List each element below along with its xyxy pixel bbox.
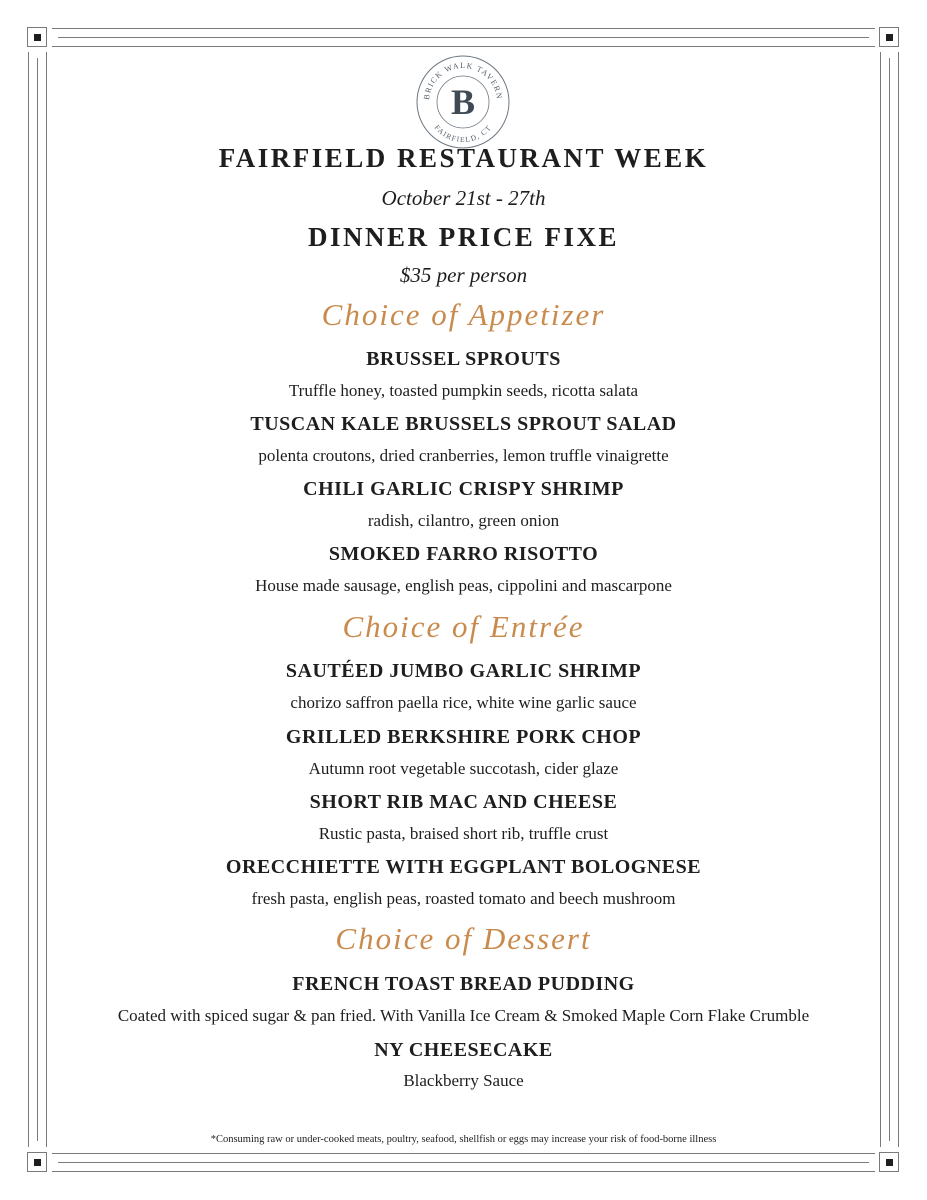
menu-item-name: CHILI GARLIC CRISPY SHRIMP bbox=[303, 478, 624, 500]
frame-rule-top-outer bbox=[52, 28, 875, 29]
frame-corner-bottom-right bbox=[879, 1152, 899, 1172]
menu-item-description: chorizo saffron paella rice, white wine garlic sauce bbox=[290, 693, 637, 712]
food-safety-disclaimer: *Consuming raw or under-cooked meats, poultry, seafood, shellfish or eggs may increase your risk of food-borne illness bbox=[210, 1134, 717, 1145]
menu-item-description: Coated with spiced sugar & pan fried. With Vanilla Ice Cream & Smoked Maple Corn Flake Crumble bbox=[117, 1006, 810, 1025]
menu-price: $35 per person bbox=[399, 263, 528, 287]
menu-item-name: TUSCAN KALE BRUSSELS SPROUT SALAD bbox=[250, 413, 677, 435]
menu-item-description: Blackberry Sauce bbox=[403, 1071, 524, 1090]
frame-corner-bottom-left bbox=[27, 1152, 47, 1172]
frame-rule-bottom-outer bbox=[52, 1153, 875, 1154]
menu-item-name: NY CHEESECAKE bbox=[374, 1039, 553, 1061]
menu-item-name: BRUSSEL SPROUTS bbox=[366, 348, 561, 370]
page-title: FAIRFIELD RESTAURANT WEEK bbox=[218, 143, 709, 173]
menu-item-name: FRENCH TOAST BREAD PUDDING bbox=[292, 973, 635, 995]
menu-name: DINNER PRICE FIXE bbox=[307, 222, 620, 252]
menu-item-name: SHORT RIB MAC AND CHEESE bbox=[309, 791, 618, 813]
logo-letter: B bbox=[450, 82, 476, 122]
menu-item-name: GRILLED BERKSHIRE PORK CHOP bbox=[285, 726, 642, 748]
frame-rule-top-center bbox=[58, 37, 869, 38]
frame-rule-top-inner bbox=[52, 46, 875, 47]
logo-bottom-text: FAIRFIELD, CT bbox=[432, 122, 494, 144]
menu-item-name: SAUTÉED JUMBO GARLIC SHRIMP bbox=[285, 660, 642, 682]
section-heading-entree: Choice of Entrée bbox=[342, 609, 585, 644]
menu-item-description: House made sausage, english peas, cippolini and mascarpone bbox=[255, 576, 672, 595]
brick-walk-tavern-logo bbox=[415, 54, 511, 150]
menu-item-name: SMOKED FARRO RISOTTO bbox=[328, 543, 599, 565]
section-heading-appetizer: Choice of Appetizer bbox=[321, 297, 606, 332]
frame-corner-top-right bbox=[879, 27, 899, 47]
menu-item-description: Rustic pasta, braised short rib, truffle crust bbox=[318, 824, 609, 843]
svg-text:FAIRFIELD, CT bbox=[433, 123, 494, 144]
menu-item-description: fresh pasta, english peas, roasted tomato and beech mushroom bbox=[251, 889, 676, 908]
logo-top-text: BRICK WALK TAVERN bbox=[421, 60, 505, 101]
section-heading-dessert: Choice of Dessert bbox=[335, 921, 592, 956]
menu-item-description: Autumn root vegetable succotash, cider glaze bbox=[308, 759, 619, 778]
event-dates: October 21st - 27th bbox=[381, 186, 546, 210]
frame-rule-bottom-center bbox=[58, 1162, 869, 1163]
frame-corner-top-left bbox=[27, 27, 47, 47]
menu-item-description: Truffle honey, toasted pumpkin seeds, ricotta salata bbox=[288, 381, 639, 400]
frame-rule-bottom-inner bbox=[52, 1171, 875, 1172]
menu-item-description: polenta croutons, dried cranberries, lemon truffle vinaigrette bbox=[258, 446, 669, 465]
menu-item-name: ORECCHIETTE WITH EGGPLANT BOLOGNESE bbox=[225, 856, 702, 878]
menu-item-description: radish, cilantro, green onion bbox=[367, 511, 560, 530]
